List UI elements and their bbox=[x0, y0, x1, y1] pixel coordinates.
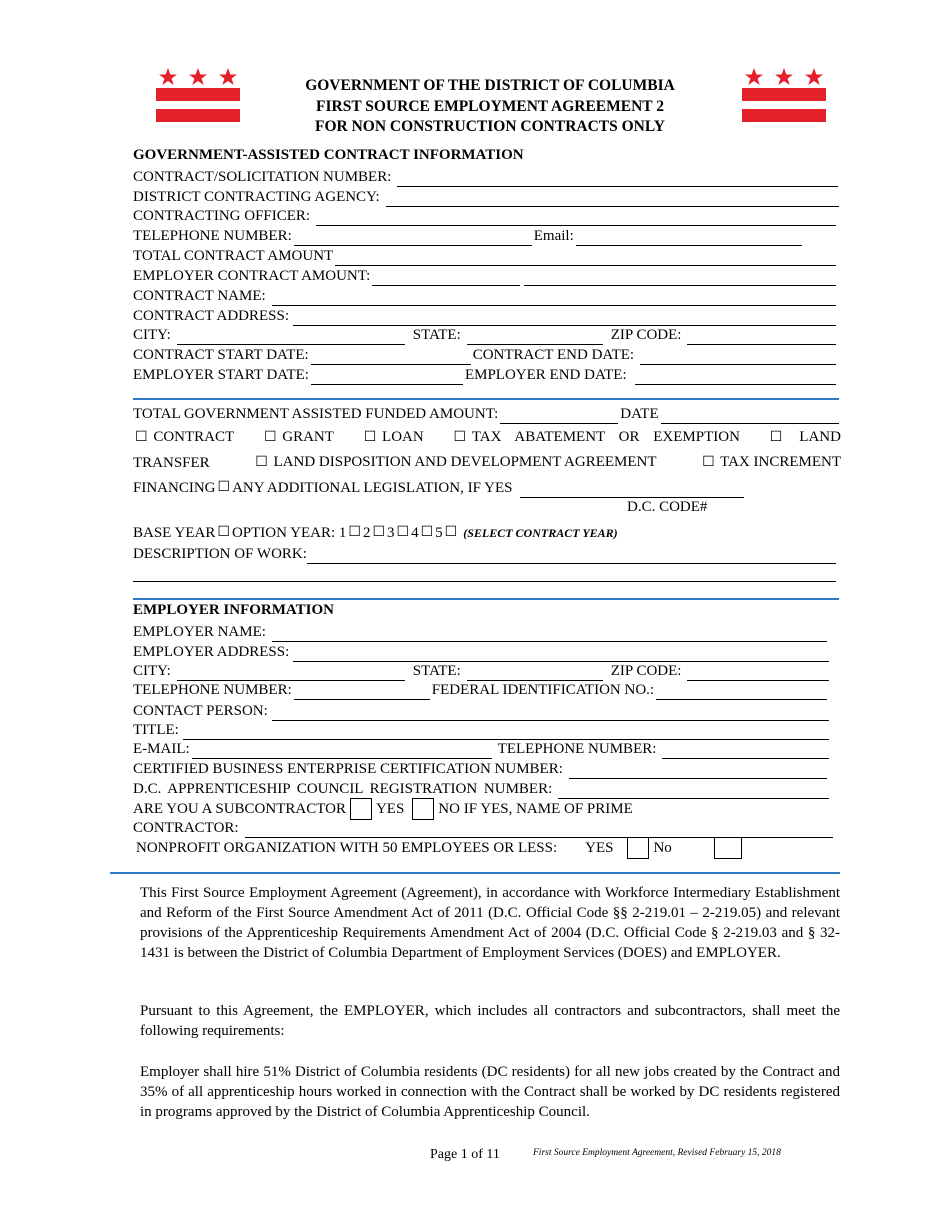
contact-person-row bbox=[133, 701, 841, 721]
checkbox-icon[interactable]: ☐ bbox=[348, 525, 361, 540]
tax-abatement-option-label: TAX ABATEMENT OR EXEMPTION bbox=[471, 429, 740, 445]
funding-type-row-2 bbox=[133, 453, 841, 473]
city-label: CITY: bbox=[133, 327, 171, 343]
dc-flag-left-icon bbox=[156, 66, 240, 126]
contract-start-field[interactable] bbox=[311, 350, 471, 365]
contract-dates-row bbox=[133, 345, 841, 365]
employer-city-label: CITY: bbox=[133, 663, 171, 679]
telephone-row bbox=[133, 226, 841, 246]
employer-dates-row bbox=[133, 365, 841, 385]
contract-name-label: CONTRACT NAME: bbox=[133, 288, 266, 304]
subcontractor-yes-label: YES bbox=[375, 801, 405, 817]
gov-section-heading: GOVERNMENT-ASSISTED CONTRACT INFORMATION bbox=[133, 147, 524, 163]
title-label: TITLE: bbox=[133, 722, 179, 738]
employer-state-label: STATE: bbox=[412, 663, 461, 679]
agreement-paragraph-3: Employer shall hire 51% District of Columbia residents (DC residents) for all new jobs created by the Contract and 35% of all apprenticeship hours worked in connection with the Contract shall be worked by DC residents registered in programs approved by the District of Columbia Apprenticeship Council. bbox=[140, 1064, 840, 1120]
checkbox-icon[interactable]: ☐ bbox=[363, 430, 377, 445]
date-field[interactable] bbox=[661, 409, 839, 424]
financing-label: FINANCING bbox=[133, 480, 216, 496]
dc-code-label: D.C. CODE# bbox=[627, 499, 708, 515]
agreement-paragraph-2: Pursuant to this Agreement, the EMPLOYER, which includes all contractors and subcontractors, shall meet the following requirements: bbox=[140, 1003, 840, 1039]
officer-field[interactable] bbox=[316, 211, 836, 226]
year-row bbox=[133, 523, 841, 543]
fein-label: FEDERAL IDENTIFICATION NO.: bbox=[431, 682, 655, 698]
total-amount-row bbox=[133, 246, 841, 266]
nonprofit-no-checkbox[interactable] bbox=[714, 837, 742, 859]
checkbox-icon[interactable]: ☐ bbox=[372, 525, 386, 540]
contact-person-field[interactable] bbox=[272, 706, 829, 721]
state-label: STATE: bbox=[412, 327, 461, 343]
agreement-paragraph-1: This First Source Employment Agreement (Agreement), in accordance with Workforce Intermediary Establishment and Reform of the First Source Amendment Act of 2011 (D.C. Official Code §§ 2-219.01 – 2-219.05) and relevant provisions of the Apprenticeship Requirements Amendment Act of 2004 (D.C. Official Code § 2-219.03 and § 32-1431 is between the District of Columbia Department of Employment Services (DOES) and EMPLOYER. bbox=[140, 885, 840, 961]
employer-start-label: EMPLOYER START DATE: bbox=[133, 367, 309, 383]
checkbox-icon[interactable]: ☐ bbox=[396, 525, 410, 540]
option-year-label: OPTION YEAR: 1 bbox=[231, 525, 347, 541]
title-line-1: GOVERNMENT OF THE DISTRICT OF COLUMBIA bbox=[305, 77, 675, 94]
contract-name-row bbox=[133, 286, 841, 306]
employer-start-field[interactable] bbox=[311, 370, 463, 385]
checkbox-icon[interactable]: ☐ bbox=[420, 525, 434, 540]
page-number: Page 1 of 11 bbox=[430, 1147, 500, 1162]
checkbox-icon[interactable]: ☐ bbox=[217, 480, 231, 495]
land-disposition-checkbox-group[interactable] bbox=[253, 452, 656, 473]
section-divider-2 bbox=[133, 598, 839, 600]
checkbox-icon[interactable]: ☐ bbox=[453, 430, 467, 445]
option-4-label: 4 bbox=[411, 525, 419, 541]
employer-telephone2-label: TELEPHONE NUMBER: bbox=[497, 741, 657, 757]
employer-zip-field[interactable] bbox=[687, 666, 829, 681]
description-field-line-2[interactable] bbox=[133, 581, 836, 582]
section-divider-1 bbox=[133, 398, 839, 400]
land-disposition-option-label: LAND DISPOSITION AND DEVELOPMENT AGREEMENT bbox=[273, 454, 657, 470]
contract-address-row bbox=[133, 306, 841, 326]
contract-number-field[interactable] bbox=[397, 172, 838, 187]
fein-field[interactable] bbox=[656, 685, 827, 700]
officer-label: CONTRACTING OFFICER: bbox=[133, 208, 311, 224]
apprenticeship-label: D.C. APPRENTICESHIP COUNCIL REGISTRATION NUMBER: bbox=[133, 781, 553, 797]
employer-city-row bbox=[133, 661, 841, 681]
nonprofit-row bbox=[136, 838, 844, 858]
employer-telephone-label: TELEPHONE NUMBER: bbox=[133, 682, 292, 698]
loan-option-label: LOAN bbox=[382, 429, 424, 445]
option-5-label: 5 bbox=[435, 525, 443, 541]
prime-contractor-label: CONTRACTOR: bbox=[133, 820, 239, 836]
tax-abatement-checkbox-group[interactable] bbox=[452, 427, 740, 448]
option-2-label: 2 bbox=[362, 525, 371, 541]
contract-end-label: CONTRACT END DATE: bbox=[472, 347, 635, 363]
title-field[interactable] bbox=[183, 725, 829, 740]
total-funded-field[interactable] bbox=[500, 409, 618, 424]
select-year-note: (SELECT CONTRACT YEAR) bbox=[463, 526, 618, 540]
checkbox-icon[interactable]: ☐ bbox=[263, 430, 277, 445]
total-amount-field[interactable] bbox=[335, 251, 836, 266]
nonprofit-label: NONPROFIT ORGANIZATION WITH 50 EMPLOYEES OR LESS: bbox=[136, 840, 558, 856]
checkbox-icon[interactable]: ☐ bbox=[769, 430, 783, 445]
contract-end-field[interactable] bbox=[640, 350, 836, 365]
employer-address-row bbox=[133, 642, 841, 662]
subcontractor-yes-checkbox[interactable] bbox=[350, 798, 372, 820]
dc-flag-right-icon bbox=[742, 66, 826, 126]
employer-address-label: EMPLOYER ADDRESS: bbox=[133, 644, 290, 660]
contract-checkbox-group[interactable] bbox=[133, 427, 234, 448]
base-year-label: BASE YEAR bbox=[133, 525, 216, 541]
land-checkbox-group[interactable] bbox=[768, 427, 841, 448]
city-field[interactable] bbox=[177, 330, 405, 345]
officer-row bbox=[133, 206, 841, 226]
checkbox-icon[interactable]: ☐ bbox=[444, 525, 458, 540]
employer-amount-label: EMPLOYER CONTRACT AMOUNT: bbox=[133, 268, 371, 284]
cbe-row bbox=[133, 759, 841, 779]
employer-end-label: EMPLOYER END DATE: bbox=[464, 367, 627, 383]
land-option-label: LAND bbox=[799, 429, 841, 445]
agency-field[interactable] bbox=[386, 192, 839, 207]
prime-contractor-field[interactable] bbox=[245, 823, 833, 838]
telephone-field[interactable] bbox=[294, 231, 532, 246]
tax-increment-checkbox-group[interactable] bbox=[700, 452, 841, 473]
employer-telephone-row bbox=[133, 680, 841, 700]
description-row bbox=[133, 544, 841, 564]
loan-checkbox-group[interactable] bbox=[362, 427, 424, 448]
document-title bbox=[250, 76, 730, 138]
zip-label: ZIP CODE: bbox=[610, 327, 682, 343]
title-row bbox=[133, 720, 841, 740]
option-3-label: 3 bbox=[387, 525, 395, 541]
total-funded-row bbox=[133, 404, 841, 424]
title-line-2: FIRST SOURCE EMPLOYMENT AGREEMENT 2 bbox=[316, 97, 664, 115]
nonprofit-yes-checkbox[interactable] bbox=[627, 837, 649, 859]
funding-type-row-1 bbox=[133, 428, 841, 448]
employer-email-field[interactable] bbox=[192, 744, 492, 759]
checkbox-icon[interactable]: ☐ bbox=[217, 525, 230, 540]
employer-amount-field[interactable] bbox=[372, 271, 520, 286]
employer-telephone-field[interactable] bbox=[294, 685, 430, 700]
employer-city-field[interactable] bbox=[177, 666, 405, 681]
subcontractor-no-checkbox[interactable] bbox=[412, 798, 434, 820]
agency-row bbox=[133, 187, 841, 207]
apprenticeship-field[interactable] bbox=[558, 784, 829, 799]
employer-section-heading: EMPLOYER INFORMATION bbox=[133, 602, 334, 618]
contact-person-label: CONTACT PERSON: bbox=[133, 703, 268, 719]
additional-legislation-label: ANY ADDITIONAL LEGISLATION, IF YES bbox=[232, 480, 513, 496]
total-amount-label: TOTAL CONTRACT AMOUNT bbox=[133, 248, 334, 264]
checkbox-icon[interactable]: ☐ bbox=[702, 455, 715, 470]
grant-option-label: GRANT bbox=[282, 429, 334, 445]
employer-name-label: EMPLOYER NAME: bbox=[133, 624, 266, 640]
grant-checkbox-group[interactable] bbox=[262, 427, 334, 448]
additional-legislation-field[interactable] bbox=[520, 483, 744, 498]
cbe-field[interactable] bbox=[569, 764, 827, 779]
checkbox-icon[interactable]: ☐ bbox=[255, 455, 268, 470]
contract-address-field[interactable] bbox=[293, 311, 836, 326]
employer-amount-row bbox=[133, 266, 841, 286]
tax-increment-option-label: TAX INCREMENT bbox=[720, 454, 841, 470]
checkbox-icon[interactable]: ☐ bbox=[135, 430, 148, 445]
employer-state-field[interactable] bbox=[467, 666, 603, 681]
employer-address-field[interactable] bbox=[293, 647, 829, 662]
prime-contractor-row bbox=[133, 818, 841, 838]
employer-email-label: E-MAIL: bbox=[133, 741, 190, 757]
contract-name-field[interactable] bbox=[272, 291, 836, 306]
state-field[interactable] bbox=[467, 330, 603, 345]
employer-end-field[interactable] bbox=[635, 370, 836, 385]
contract-number-label: CONTRACT/SOLICITATION NUMBER: bbox=[133, 169, 392, 185]
title-line-3: FOR NON CONSTRUCTION CONTRACTS ONLY bbox=[315, 118, 665, 135]
contract-number-row bbox=[133, 167, 841, 187]
employer-telephone2-field[interactable] bbox=[662, 744, 829, 759]
email-label: Email: bbox=[533, 228, 574, 244]
subcontractor-row bbox=[133, 799, 841, 819]
employer-name-field[interactable] bbox=[272, 627, 827, 642]
cbe-label: CERTIFIED BUSINESS ENTERPRISE CERTIFICATION NUMBER: bbox=[133, 761, 563, 777]
employer-name-row bbox=[133, 622, 841, 642]
nonprofit-yes-label: YES bbox=[585, 840, 614, 856]
total-funded-label: TOTAL GOVERNMENT ASSISTED FUNDED AMOUNT: bbox=[133, 406, 499, 422]
telephone-label: TELEPHONE NUMBER: bbox=[133, 228, 292, 244]
subcontractor-label: ARE YOU A SUBCONTRACTOR bbox=[133, 801, 346, 817]
funding-type-row-3 bbox=[133, 478, 841, 498]
contract-start-label: CONTRACT START DATE: bbox=[133, 347, 309, 363]
email-telephone-row bbox=[133, 739, 841, 759]
section-divider-3 bbox=[110, 872, 840, 874]
agency-label: DISTRICT CONTRACTING AGENCY: bbox=[133, 189, 380, 205]
subcontractor-no-label: NO IF YES, NAME OF PRIME bbox=[438, 801, 633, 817]
description-label: DESCRIPTION OF WORK: bbox=[133, 546, 307, 562]
date-label: DATE bbox=[620, 406, 659, 422]
city-state-zip-row bbox=[133, 325, 841, 345]
contract-address-label: CONTRACT ADDRESS: bbox=[133, 308, 290, 324]
transfer-label: TRANSFER bbox=[133, 455, 210, 471]
zip-field[interactable] bbox=[687, 330, 836, 345]
email-field[interactable] bbox=[576, 231, 802, 246]
employer-amount-extra[interactable] bbox=[524, 271, 836, 286]
employer-zip-label: ZIP CODE: bbox=[610, 663, 682, 679]
description-field[interactable] bbox=[307, 549, 836, 564]
apprenticeship-row bbox=[133, 779, 841, 799]
nonprofit-no-label: No bbox=[653, 840, 672, 856]
contract-option-label: CONTRACT bbox=[153, 429, 235, 445]
revision-note: First Source Employment Agreement, Revised February 15, 2018 bbox=[533, 1148, 781, 1158]
